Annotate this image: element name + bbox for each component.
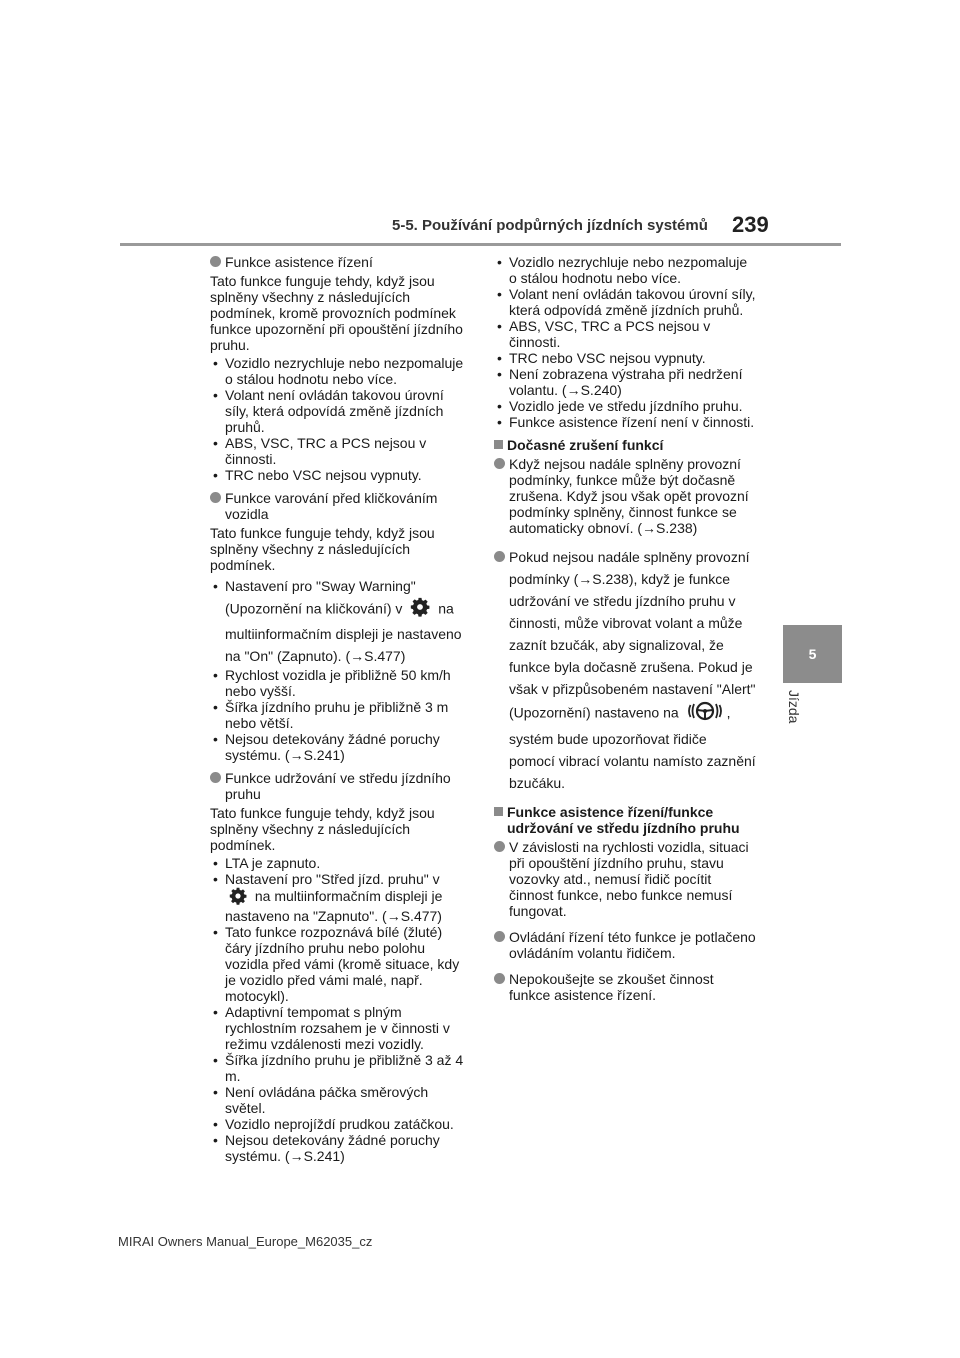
gear-icon [410,597,430,623]
list-item: • Nastavení pro "Sway Warning" (Upozornění na kličkování) v na multiinformačním displeji je nastaveno na "On" (Zapnuto). (→S.477) [210,575,468,667]
bullet-circle-icon [210,772,221,783]
bullet-circle-icon [210,256,221,267]
paragraph: Tato funkce funguje tehdy, když jsou splněny všechny z následujících podmínek. [210,805,435,853]
bullet-square-icon [494,807,503,816]
list-item: • Šířka jízdního pruhu je přibližně 3 m nebo větší. [210,699,468,731]
header-rule [120,243,841,246]
right-column [494,254,756,1006]
subsection-heading: Dočasné zrušení funkcí [494,437,756,453]
bullet-circle-icon [494,458,505,469]
list-item: • Vozidlo neprojíždí prudkou zatáčkou. [210,1116,468,1132]
list-item: • Vozidlo nezrychluje nebo nezpomaluje o stálou hodnotu nebo více. [494,254,756,286]
paragraph: Tato funkce funguje tehdy, když jsou splněny všechny z následujících podmínek. [210,525,435,573]
list-item: • ABS, VSC, TRC a PCS nejsou v činnosti. [494,318,756,350]
condition-list [210,355,468,483]
bullet-square-icon [494,440,503,449]
section-heading: Funkce udržování ve středu jízdního pruhu [210,770,468,802]
list-item: • Není zobrazena výstraha při nedržení volantu. (→S.240) [494,366,756,398]
condition-list [210,855,468,1164]
list-item: • Volant není ovládán takovou úrovní síly, která odpovídá změně jízdních pruhů. [494,286,756,318]
bullet-circle-icon [494,931,505,942]
page-number: 239 [732,212,769,237]
chapter-tab [783,625,842,683]
list-item: • TRC nebo VSC nejsou vypnuty. [210,467,468,483]
bullet-circle-icon [494,973,505,984]
section-heading: Funkce varování před kličkováním vozidla [210,490,468,522]
list-item: • Rychlost vozidla je přibližně 50 km/h nebo vyšší. [210,667,468,699]
list-item: • Nejsou detekovány žádné poruchy systému. (→S.241) [210,731,468,763]
left-column [210,254,468,1171]
note-paragraph: Ovládání řízení této funkce je potlačeno ovládáním volantu řidičem. [494,929,756,961]
list-item: • LTA je zapnuto. [210,855,468,871]
steering-wheel-vibration-icon [687,700,723,728]
list-item: • Nejsou detekovány žádné poruchy systému. (→S.241) [210,1132,468,1164]
list-item: • Tato funkce rozpoznává bílé (žluté) čáry jízdního pruhu nebo polohu vozidla před vámi (kromě situace, kdy je vozidlo před vámi malé, např. motocykl). [210,924,468,1004]
chapter-number: 5 [808,646,817,662]
note-paragraph: Nepokoušejte se zkoušet činnost funkce asistence řízení. [494,971,756,1003]
list-item: • Vozidlo jede ve středu jízdního pruhu. [494,398,756,414]
list-item: • Šířka jízdního pruhu je přibližně 3 až 4 m. [210,1052,468,1084]
footer-text: MIRAI Owners Manual_Europe_M62035_cz [118,1234,373,1249]
list-item: • Funkce asistence řízení není v činnosti. [494,414,756,430]
chapter-label: Jízda [786,690,802,724]
bullet-circle-icon [494,551,505,562]
list-item: • Není ovládána páčka směrových světel. [210,1084,468,1116]
list-item: • TRC nebo VSC nejsou vypnuty. [494,350,756,366]
condition-list [494,254,756,430]
list-item: • Adaptivní tempomat s plným rychlostním rozsahem je v činnosti v režimu vzdálenosti mezi vozidly. [210,1004,468,1052]
list-item: • Nastavení pro "Střed jízd. pruhu" v na multiinformačním displeji je nastaveno na "Zapnuto". (→S.477) [210,871,468,924]
paragraph: Tato funkce funguje tehdy, když jsou splněny všechny z následujících podmínek, kromě provozních podmínek funkce upozornění při opouštění jízdního pruhu. [210,273,463,353]
list-item: • Volant není ovládán takovou úrovní síly, která odpovídá změně jízdních pruhů. [210,387,468,435]
note-paragraph: V závislosti na rychlosti vozidla, situaci při opouštění jízdního pruhu, stavu vozovky atd., nemusí řidič pocítit činnost funkce, nebo funkce nemusí fungovat. [494,839,756,919]
note-paragraph: Pokud nejsou nadále splněny provozní podmínky (→S.238), když je funkce udržování ve středu jízdního pruhu v činnosti, může vibrovat volant a může zaznít bzučák, aby signalizoval, že funkce byla dočasně zrušena. Pokud je však v přizpůsobeném nastavení "Alert" (Upozornění) nastaveno na , systém bude upozorňovat řidiče pomocí vibrací volantu namísto zaznění bzučáku. [494,546,756,794]
section-heading: Funkce asistence řízení [210,254,468,270]
bullet-circle-icon [210,492,221,503]
gear-icon [229,887,247,908]
condition-list [210,575,468,763]
subsection-heading: Funkce asistence řízení/funkce udržování ve středu jízdního pruhu [494,804,756,836]
list-item: • Vozidlo nezrychluje nebo nezpomaluje o stálou hodnotu nebo více. [210,355,468,387]
section-title: 5-5. Používání podpůrných jízdních systémů [392,217,708,234]
list-item: • ABS, VSC, TRC a PCS nejsou v činnosti. [210,435,468,467]
note-paragraph: Když nejsou nadále splněny provozní podmínky, funkce může být dočasně zrušena. Když jsou však opět provozní podmínky splněny, činnost funkce se automaticky obnoví. (→S.238) [494,456,756,536]
bullet-circle-icon [494,841,505,852]
